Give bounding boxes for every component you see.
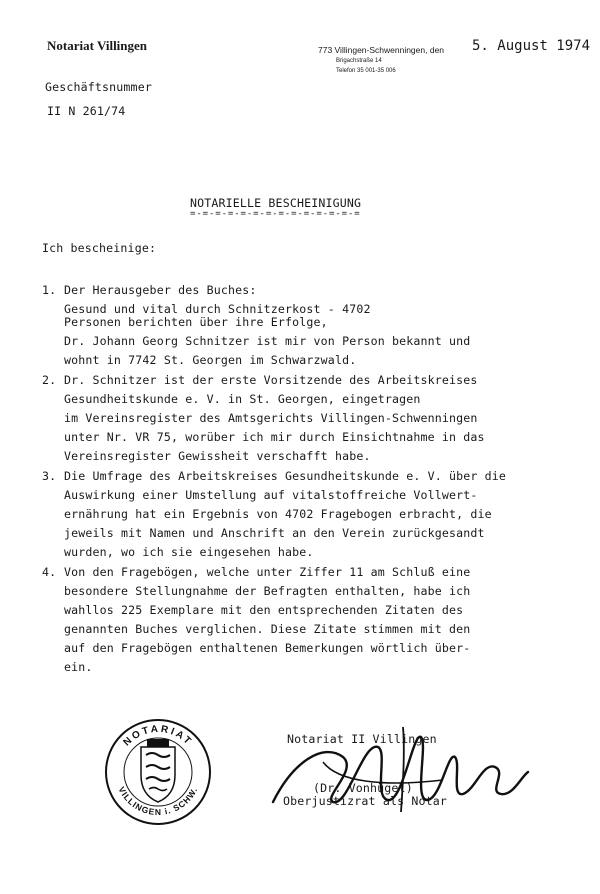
item-line: Der Herausgeber des Buches: — [64, 283, 257, 297]
svg-text:NOTARIAT: NOTARIAT — [121, 723, 195, 749]
reference-number: II N 261/74 — [47, 104, 126, 118]
signature-office: Notariat II Villingen — [287, 732, 437, 746]
item-line: besondere Stellungnahme der Befragten enthalten, habe ich — [64, 584, 471, 598]
item-line: Personen berichten über ihre Erfolge, — [64, 315, 328, 329]
item-line: Vereinsregister Gewissheit verschafft habe. — [64, 449, 371, 463]
signature-title: Oberjustizrat als Notar — [283, 794, 447, 808]
item-line: Gesundheitskunde e. V. in St. Georgen, eingetragen — [64, 392, 421, 406]
item-number: 1. — [42, 283, 57, 297]
item-line: Dr. Schnitzer ist der erste Vorsitzende des Arbeitskreises — [64, 373, 478, 387]
item-line: wahllos 225 Exemplare mit den entsprechenden Zitaten des — [64, 603, 464, 617]
title-underline: =-=-=-=-=-=-=-=-=-=-=-=-=-= — [190, 209, 361, 219]
item-line: wurden, wo ich sie eingesehen habe. — [64, 545, 314, 559]
letterhead-office: Notariat Villingen — [47, 38, 148, 53]
item-line: Von den Fragebögen, welche unter Ziffer 11 am Schluß eine — [64, 565, 471, 579]
letter-date: 5. August 1974 — [472, 38, 591, 54]
item-line: im Vereinsregister des Amtsgerichts Villingen-Schwenningen — [64, 411, 478, 425]
item-line: Gesund und vital durch Schnitzerkost - 4702 — [64, 302, 371, 316]
item-number: 4. — [42, 565, 57, 579]
signature-name: (Dr. Vonhügel) — [313, 781, 413, 795]
reference-label: Geschäftsnummer — [45, 80, 152, 94]
letterhead-phone: Telefon 35 001-35 006 — [336, 68, 396, 74]
item-line: wohnt in 7742 St. Georgen im Schwarzwald. — [64, 353, 357, 367]
item-line: genannten Buches verglichen. Diese Zitate stimmen mit den — [64, 622, 471, 636]
item-line: unter Nr. VR 75, worüber ich mir durch Einsichtnahme in das — [64, 430, 485, 444]
letterhead-street: Brigachstraße 14 — [336, 58, 382, 64]
item-line: ernährung hat ein Ergebnis von 4702 Fragebogen erbracht, die — [64, 507, 492, 521]
document-title: NOTARIELLE BESCHEINIGUNG — [190, 196, 362, 210]
handwritten-signature — [263, 722, 533, 822]
intro-text: Ich bescheinige: — [42, 241, 157, 255]
item-line: auf den Fragebögen enthaltenen Bemerkungen wörtlich über- — [64, 641, 471, 655]
notary-seal — [103, 717, 213, 827]
item-number: 2. — [42, 373, 57, 387]
letterhead-address: 773 Villingen-Schwenningen, den — [318, 45, 445, 55]
item-line: ein. — [64, 660, 93, 674]
item-line: Die Umfrage des Arbeitskreises Gesundheitskunde e. V. über die — [64, 469, 507, 483]
item-line: Dr. Johann Georg Schnitzer ist mir von Person bekannt und — [64, 334, 471, 348]
item-line: jeweils mit Namen und Anschrift an den Verein zurückgesandt — [64, 526, 485, 540]
svg-text:VILLINGEN i. SCHW.: VILLINGEN i. SCHW. — [116, 784, 200, 818]
item-line: Auswirkung einer Umstellung auf vitalstoffreiche Vollwert- — [64, 488, 478, 502]
item-number: 3. — [42, 469, 57, 483]
